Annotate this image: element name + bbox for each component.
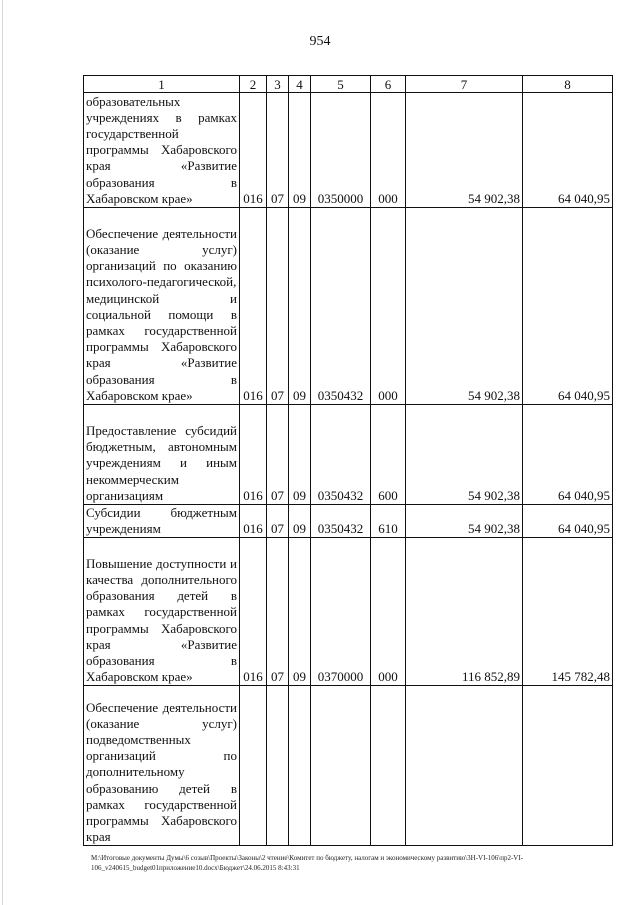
cell-section: 07 xyxy=(267,405,289,505)
cell-subsection xyxy=(289,686,311,846)
cell-amount-2: 145 782,48 xyxy=(523,538,613,686)
cell-expense-type xyxy=(371,686,406,846)
cell-expense-type: 000 xyxy=(371,538,406,686)
scan-edge xyxy=(2,0,3,905)
cell-target-article: 0350000 xyxy=(311,93,371,208)
cell-ministry: 016 xyxy=(240,505,267,538)
row-description: Обеспечение деятельности (оказание услуг) организаций по оказанию психолого-педагогической, медицинской и социальной помощи в рамках государственной программы Хабаровского края «Развитие образования в Хабаровском крае» xyxy=(84,208,240,405)
header-cell: 8 xyxy=(523,76,613,93)
cell-amount-2: 64 040,95 xyxy=(523,505,613,538)
row-description: образовательных учреждениях в рамках государственной программы Хабаровского края «Развитие образования в Хабаровском крае» xyxy=(84,93,240,208)
cell-subsection: 09 xyxy=(289,93,311,208)
cell-amount-2: 64 040,95 xyxy=(523,405,613,505)
row-description: Повышение доступности и качества дополнительного образования детей в рамках государственной программы Хабаровского края «Развитие образования в Хабаровском крае» xyxy=(84,538,240,686)
cell-target-article xyxy=(311,686,371,846)
page-number: 954 xyxy=(309,34,331,49)
table-row xyxy=(84,538,613,686)
cell-ministry: 016 xyxy=(240,208,267,405)
cell-target-article: 0350432 xyxy=(311,208,371,405)
cell-target-article: 0350432 xyxy=(311,405,371,505)
cell-expense-type: 610 xyxy=(371,505,406,538)
header-cell: 1 xyxy=(84,76,240,93)
header-cell: 3 xyxy=(267,76,289,93)
row-description: Субсидии бюджетным учреждениям xyxy=(84,505,240,538)
table-row xyxy=(84,208,613,405)
table-row xyxy=(84,93,613,208)
cell-amount-1: 116 852,89 xyxy=(406,538,523,686)
header-cell: 4 xyxy=(289,76,311,93)
table-row xyxy=(84,405,613,505)
cell-expense-type: 000 xyxy=(371,93,406,208)
cell-section: 07 xyxy=(267,538,289,686)
header-cell: 2 xyxy=(240,76,267,93)
cell-expense-type: 600 xyxy=(371,405,406,505)
cell-ministry: 016 xyxy=(240,405,267,505)
cell-amount-2: 64 040,95 xyxy=(523,208,613,405)
cell-target-article: 0370000 xyxy=(311,538,371,686)
cell-amount-1: 54 902,38 xyxy=(406,505,523,538)
cell-amount-1: 54 902,38 xyxy=(406,93,523,208)
header-cell: 7 xyxy=(406,76,523,93)
table-row xyxy=(84,505,613,538)
header-cell: 5 xyxy=(311,76,371,93)
document-footer-path: M:\Итоговые документы Думы\6 созыв\Проекты\Законы\2 чтение\Комитет по бюджету, налогам и экономическому развитию\3Н-VI-106\пр2-VI-106_v240615_budget01приложение10.docx\Бюджет\24.06.2015 8:43:31 xyxy=(91,854,523,872)
cell-ministry: 016 xyxy=(240,93,267,208)
cell-ministry xyxy=(240,686,267,846)
row-description: Обеспечение деятельности (оказание услуг) подведомственных организаций по дополнительному образованию детей в рамках государственной программы Хабаровского края xyxy=(84,686,240,846)
cell-amount-1: 54 902,38 xyxy=(406,208,523,405)
cell-section: 07 xyxy=(267,93,289,208)
cell-amount-1 xyxy=(406,686,523,846)
cell-section xyxy=(267,686,289,846)
cell-amount-1: 54 902,38 xyxy=(406,405,523,505)
cell-target-article: 0350432 xyxy=(311,505,371,538)
cell-section: 07 xyxy=(267,505,289,538)
cell-subsection: 09 xyxy=(289,505,311,538)
cell-amount-2 xyxy=(523,686,613,846)
cell-subsection: 09 xyxy=(289,405,311,505)
cell-ministry: 016 xyxy=(240,538,267,686)
budget-table xyxy=(83,75,613,846)
cell-subsection: 09 xyxy=(289,208,311,405)
table-row xyxy=(84,686,613,846)
table-header-row xyxy=(84,76,613,93)
header-cell: 6 xyxy=(371,76,406,93)
cell-expense-type: 000 xyxy=(371,208,406,405)
cell-section: 07 xyxy=(267,208,289,405)
cell-subsection: 09 xyxy=(289,538,311,686)
row-description: Предоставление субсидий бюджетным, автономным учреждениям и иным некоммерческим организациям xyxy=(84,405,240,505)
cell-amount-2: 64 040,95 xyxy=(523,93,613,208)
